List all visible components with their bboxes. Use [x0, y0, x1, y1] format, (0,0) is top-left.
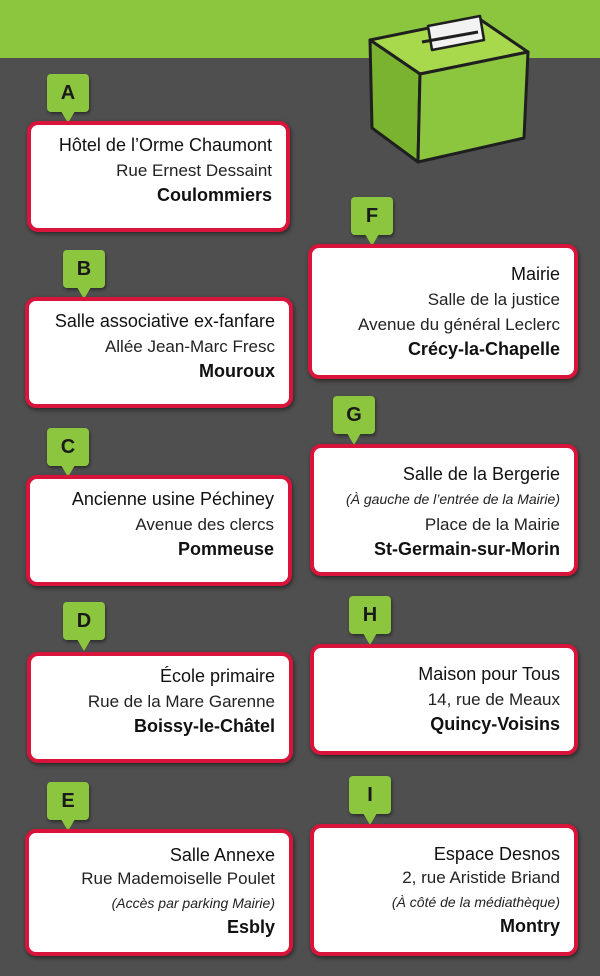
location-f-tag: F: [351, 197, 393, 235]
location-b-name: Salle associative ex-fanfare: [54, 311, 275, 331]
location-i-name: Espace Desnos: [433, 844, 560, 864]
location-c-town: Pommeuse: [177, 539, 274, 559]
location-h-tag: H: [349, 596, 391, 634]
location-c-card: [26, 475, 292, 586]
location-b-town: Mouroux: [199, 361, 275, 381]
location-c-name: Ancienne usine Péchiney: [71, 489, 274, 509]
location-d-town: Boissy-le-Châtel: [133, 716, 275, 736]
location-f-address: Avenue du général Leclerc: [358, 315, 560, 334]
location-f-card: [308, 244, 578, 379]
ballot-box-icon: [360, 0, 540, 170]
location-b-tag: B: [63, 250, 105, 288]
location-e-town: Esbly: [226, 917, 275, 937]
location-h-name: Maison pour Tous: [418, 664, 560, 684]
location-d-name: École primaire: [159, 666, 275, 686]
location-i-note: (À côté de la médiathèque): [391, 894, 560, 910]
location-b-card: [25, 297, 293, 408]
location-i-town: Montry: [500, 916, 560, 936]
location-g-name: Salle de la Bergerie: [402, 464, 560, 484]
location-d-tag: D: [63, 602, 105, 640]
location-h-address: 14, rue de Meaux: [427, 690, 560, 709]
location-f-name: Mairie: [510, 264, 560, 284]
location-i-tag: I: [349, 776, 391, 814]
location-a-card: [27, 121, 290, 232]
location-c-address: Avenue des clercs: [135, 515, 274, 534]
location-f-town: Crécy-la-Chapelle: [407, 339, 560, 359]
location-h-card: [310, 644, 578, 755]
location-g-card: [310, 444, 578, 576]
location-h-town: Quincy-Voisins: [430, 714, 560, 734]
location-d-card: [27, 652, 293, 763]
location-g-note: (À gauche de l’entrée de la Mairie): [345, 491, 560, 507]
location-e-note: (Accès par parking Mairie): [111, 895, 275, 911]
location-e-card: [25, 829, 293, 956]
location-b-address: Allée Jean-Marc Fresc: [104, 337, 275, 356]
location-i-address: 2, rue Aristide Briand: [402, 868, 560, 887]
location-e-tag: E: [47, 782, 89, 820]
location-f-room: Salle de la justice: [427, 290, 560, 309]
location-a-town: Coulommiers: [156, 185, 272, 205]
location-g-tag: G: [333, 396, 375, 434]
location-i-card: [310, 824, 578, 956]
location-g-address: Place de la Mairie: [424, 515, 560, 534]
location-a-tag: A: [47, 74, 89, 112]
location-e-name: Salle Annexe: [169, 845, 275, 865]
location-a-address: Rue Ernest Dessaint: [116, 161, 272, 180]
location-c-tag: C: [47, 428, 89, 466]
location-e-address: Rue Mademoiselle Poulet: [81, 869, 275, 888]
location-g-town: St-Germain-sur-Morin: [373, 539, 560, 559]
location-d-address: Rue de la Mare Garenne: [87, 692, 275, 711]
location-a-name: Hôtel de l’Orme Chaumont: [58, 135, 272, 155]
